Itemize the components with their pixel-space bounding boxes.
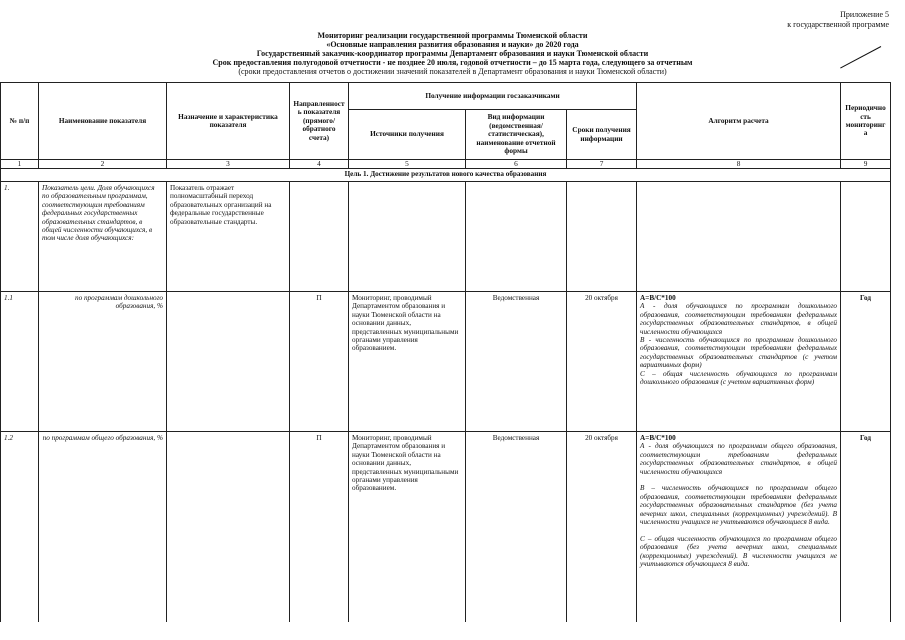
kind-cell: Ведомственная (466, 292, 567, 432)
table-row (1, 182, 891, 292)
header-num: № п/п (1, 83, 39, 160)
monitoring-table (0, 82, 891, 622)
kind-cell: Ведомственная (466, 432, 567, 622)
indicator-purpose (167, 432, 290, 622)
row-num: 1.1 (1, 292, 39, 432)
goal-row: Цель 1. Достижение результатов нового качества образования (1, 169, 891, 182)
header-title-3: Государственный заказчик-координатор программы Департамент образования и науки Тюменской области (256, 49, 649, 58)
header-direction: Направленность показателя (прямого/обратного счета) (290, 83, 349, 160)
period-cell (841, 182, 891, 292)
header-info-group: Получение информации госзаказчиками (349, 83, 637, 110)
algorithm-text: А - доля обучающихся по программам общего образования, соответствующим требованиям федеральных государственных образовательных стандартов, в общей численности обучающихся В – численность обучающихся по программам общего образования, соответствующим требованиям федеральных государственных образовательных стандартов (без учета вечерних школ, специальных (коррекционных) учреждений). В численности учащихся не учитываются обучающиеся 8 вида. С – общая численность обучающихся по программам общего образования (без учета вечерних школ, специальных (коррекционных) учреждений). В численности учащихся не учитываются обучающиеся 8 вида. (640, 442, 838, 569)
term-cell: 20 октября (567, 292, 637, 432)
header-terms: Сроки получения информации (567, 110, 637, 160)
formula: А=В/С*100 (640, 434, 676, 442)
header-title-4: Срок предоставления полугодовой отчетности - не позднее 20 июля, годовой отчетности – до 15 марта года, следующего за отчетным (212, 58, 693, 67)
period-cell: Год (841, 292, 891, 432)
header-title-1: Мониторинг реализации государственной программы Тюменской области (317, 31, 588, 40)
col-number: 7 (567, 160, 637, 169)
col-number: 8 (637, 160, 841, 169)
row-num: 1. (1, 182, 39, 292)
header-sources: Источники получения (349, 110, 466, 160)
indicator-name: по программам дошкольного образования, % (39, 292, 167, 432)
term-cell (567, 182, 637, 292)
source-cell: Мониторинг, проводимый Департаментом образования и науки Тюменской области на основании данных, представленных муниципальными органами управления образованием. (349, 432, 466, 622)
col-number: 1 (1, 160, 39, 169)
table-row (1, 292, 891, 432)
header-kind: Вид информации (ведомственная/статистическая), наименование отчетной формы (466, 110, 567, 160)
term-cell: 20 октября (567, 432, 637, 622)
header-name: Наименование показателя (39, 83, 167, 160)
appendix-line-1: Приложение 5 (840, 10, 889, 19)
indicator-purpose: Показатель отражает полномасштабный переход образовательных организаций на федеральные государственные образовательные стандарты. (167, 182, 290, 292)
source-cell (349, 182, 466, 292)
indicator-purpose (167, 292, 290, 432)
direction-cell: П (290, 292, 349, 432)
formula: А=В/С*100 (640, 294, 676, 302)
header-note: (сроки предоставления отчетов о достижении значений показателей в Департамент образования и науки Тюменской области) (238, 67, 667, 76)
source-cell: Мониторинг, проводимый Департаментом образования и науки Тюменской области на основании данных, представленных муниципальными органами управления образованием. (349, 292, 466, 432)
appendix-line-2: к государственной программе (787, 20, 889, 29)
header-purpose: Назначение и характеристика показателя (167, 83, 290, 160)
table-row (1, 432, 891, 622)
header-algorithm: Алгоритм расчета (637, 83, 841, 160)
algorithm-cell (637, 292, 841, 432)
kind-cell (466, 182, 567, 292)
period-cell: Год (841, 432, 891, 622)
document-header (0, 31, 905, 76)
appendix-label (787, 10, 889, 30)
col-number: 4 (290, 160, 349, 169)
col-number: 5 (349, 160, 466, 169)
algorithm-cell (637, 182, 841, 292)
col-number: 6 (466, 160, 567, 169)
algorithm-cell (637, 432, 841, 622)
direction-cell (290, 182, 349, 292)
algorithm-text: А - доля обучающихся по программам дошкольного образования, соответствующим требованиям федеральных государственных образовательных стандартов, в общей численности обучающихся В - численность обучающихся по программам дошкольного образования, соответствующим требованиям федеральных государственных образовательных стандартов (с учетом вариативных форм) С – общая численность обучающихся по программам дошкольного образования (с учетом вариативных форм) (640, 302, 838, 387)
indicator-name: Показатель цели. Доля обучающихся по образовательным программам, соответствующим требованиям федеральных государственных образовательных стандартов, в общей численности обучающихся, в том числе доля обучающихся: (39, 182, 167, 292)
col-number: 2 (39, 160, 167, 169)
col-number: 9 (841, 160, 891, 169)
row-num: 1.2 (1, 432, 39, 622)
header-title-2: «Основные направления развития образования и науки» до 2020 года (326, 40, 579, 49)
direction-cell: П (290, 432, 349, 622)
col-number: 3 (167, 160, 290, 169)
header-period: Периодичность мониторинга (841, 83, 891, 160)
indicator-name: по программам общего образования, % (39, 432, 167, 622)
